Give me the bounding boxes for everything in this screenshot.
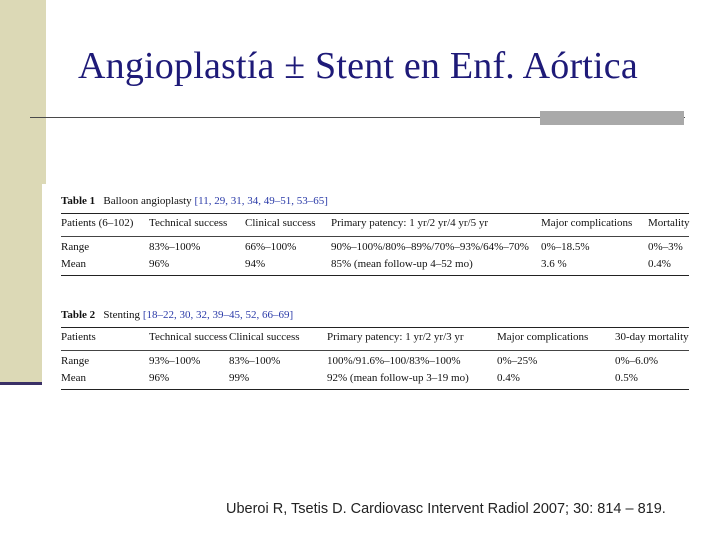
- table1-mean-patency: 85% (mean follow-up 4–52 mo): [331, 258, 473, 270]
- table2-bottom-rule: [61, 389, 689, 390]
- table2-mean-technical: 96%: [149, 372, 170, 384]
- table1-header-clinical: Clinical success: [245, 217, 316, 229]
- table2-mean-label: Mean: [61, 372, 87, 384]
- table2-label: Table 2: [61, 309, 96, 321]
- table1-range-clinical: 66%–100%: [245, 241, 297, 253]
- table2-mean-mortality: 0.5%: [615, 372, 638, 384]
- table2-header-patency: Primary patency: 1 yr/2 yr/3 yr: [327, 331, 464, 343]
- table1-header-patients: Patients (6–102): [61, 217, 134, 229]
- table1-header-complications: Major complications: [541, 217, 633, 229]
- table-stenting: [61, 307, 689, 390]
- table2-range-label: Range: [61, 355, 90, 367]
- table2-range-technical: 93%–100%: [149, 355, 201, 367]
- table2-references: [18–22, 30, 32, 39–45, 52, 66–69]: [142, 309, 294, 321]
- table1-mean-complications: 3.6 %: [541, 258, 567, 270]
- table1-references: [11, 29, 31, 34, 49–51, 53–65]: [194, 195, 328, 207]
- table-row: [61, 370, 689, 387]
- table1-range-technical: 83%–100%: [149, 241, 201, 253]
- table2-header-clinical: Clinical success: [229, 331, 300, 343]
- slide-left-accent-bar: [0, 0, 46, 384]
- slide-title: Angioplastía ± Stent en Enf. Aórtica: [78, 45, 638, 87]
- table-row: [61, 256, 689, 273]
- slide-left-accent-line: [0, 382, 46, 385]
- table-row: [61, 239, 689, 256]
- table2-range-mortality: 0%–6.0%: [615, 355, 659, 367]
- table1-mean-label: Mean: [61, 258, 87, 270]
- table2-mean-clinical: 99%: [229, 372, 250, 384]
- table1-range-patency: 90%–100%/80%–89%/70%–93%/64%–70%: [331, 241, 529, 253]
- table1-mean-mortality: 0.4%: [648, 258, 671, 270]
- table2-header-rule: [61, 350, 689, 351]
- table2-range-complications: 0%–25%: [497, 355, 538, 367]
- table1-range-complications: 0%–18.5%: [541, 241, 590, 253]
- table1-mean-technical: 96%: [149, 258, 170, 270]
- table1-label: Table 1: [61, 195, 96, 207]
- table2-header-technical: Technical success: [149, 331, 228, 343]
- table1-header-mortality: Mortality: [648, 217, 690, 229]
- table1-header-row: [61, 214, 689, 234]
- table1-range-mortality: 0%–3%: [648, 241, 683, 253]
- table1-caption-text: Balloon angioplasty: [103, 195, 192, 207]
- table1-header-technical: Technical success: [149, 217, 228, 229]
- table2-header-mortality: 30-day mortality: [615, 331, 689, 343]
- table2-range-patency: 100%/91.6%–100/83%–100%: [327, 355, 461, 367]
- table2-caption: [61, 307, 689, 323]
- table2-header-row: [61, 328, 689, 348]
- table-balloon-angioplasty: [61, 193, 689, 276]
- table2-range-clinical: 83%–100%: [229, 355, 281, 367]
- table-row: [61, 353, 689, 370]
- table2-caption-text: Stenting: [103, 309, 141, 321]
- table1-mean-clinical: 94%: [245, 258, 266, 270]
- table2-header-patients: Patients: [61, 331, 96, 343]
- table1-header-patency: Primary patency: 1 yr/2 yr/4 yr/5 yr: [331, 217, 489, 229]
- table1-caption: [61, 193, 689, 209]
- table2-header-complications: Major complications: [497, 331, 589, 343]
- citation-reference: Uberoi R, Tsetis D. Cardiovasc Intervent Radiol 2007; 30: 814 – 819.: [226, 501, 666, 517]
- table1-header-rule: [61, 236, 689, 237]
- table2-mean-complications: 0.4%: [497, 372, 520, 384]
- table1-range-label: Range: [61, 241, 90, 253]
- table2-mean-patency: 92% (mean follow-up 3–19 mo): [327, 372, 469, 384]
- table1-bottom-rule: [61, 275, 689, 276]
- title-divider-accent: [540, 111, 684, 125]
